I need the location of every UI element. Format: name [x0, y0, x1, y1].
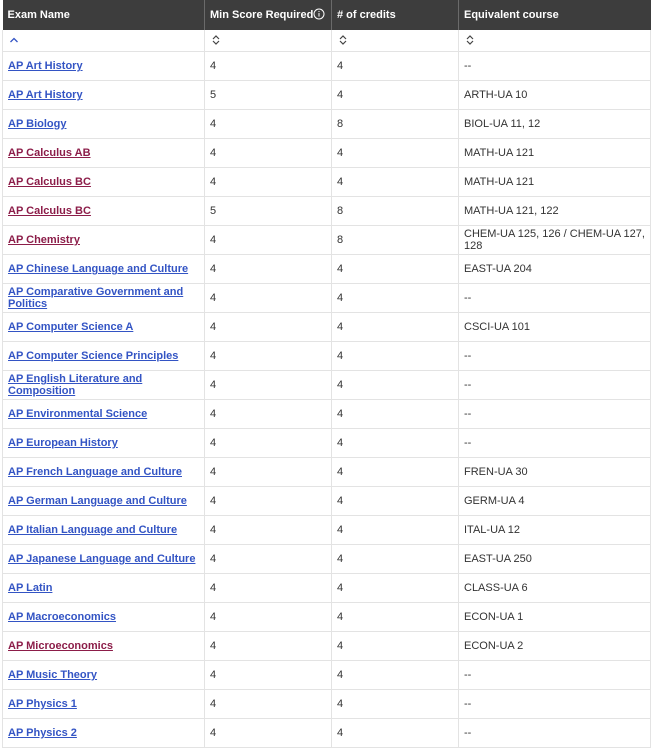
column-header-exam-name[interactable] — [3, 0, 205, 30]
table-row — [3, 255, 651, 284]
sort-cell-exam-name — [3, 30, 205, 52]
cell-exam-name — [3, 313, 205, 342]
exam-link[interactable]: AP Japanese Language and Culture — [8, 553, 196, 565]
table-row — [3, 545, 651, 574]
cell-exam-name — [3, 371, 205, 400]
cell-credits: 8 — [332, 226, 459, 255]
exam-link[interactable]: AP German Language and Culture — [8, 495, 187, 507]
cell-min-score: 4 — [205, 574, 332, 603]
table-row — [3, 487, 651, 516]
cell-credits: 4 — [332, 719, 459, 748]
cell-equivalent-course: MATH-UA 121 — [459, 168, 651, 197]
cell-min-score: 4 — [205, 168, 332, 197]
exam-link[interactable]: AP Calculus BC — [8, 205, 91, 217]
table-row — [3, 603, 651, 632]
exam-link[interactable]: AP Chinese Language and Culture — [8, 263, 189, 275]
cell-equivalent-course: -- — [459, 661, 651, 690]
cell-equivalent-course: EAST-UA 204 — [459, 255, 651, 284]
cell-exam-name — [3, 284, 205, 313]
cell-equivalent-course: -- — [459, 690, 651, 719]
table-row — [3, 690, 651, 719]
cell-equivalent-course: GERM-UA 4 — [459, 487, 651, 516]
cell-min-score: 4 — [205, 139, 332, 168]
exam-link[interactable]: AP Physics 1 — [8, 698, 77, 710]
exam-link[interactable]: AP Chemistry — [8, 234, 80, 246]
cell-equivalent-course: CLASS-UA 6 — [459, 574, 651, 603]
exam-link[interactable]: AP Macroeconomics — [8, 611, 117, 623]
exam-link[interactable]: AP European History — [8, 437, 118, 449]
info-icon[interactable] — [313, 8, 325, 20]
cell-credits: 4 — [332, 168, 459, 197]
cell-credits: 4 — [332, 139, 459, 168]
cell-exam-name — [3, 719, 205, 748]
exam-link[interactable]: AP Art History — [8, 60, 83, 72]
exam-link[interactable]: AP Calculus BC — [8, 176, 91, 188]
sort-controls-row — [3, 30, 651, 52]
cell-min-score: 4 — [205, 371, 332, 400]
table-row — [3, 52, 651, 81]
cell-min-score: 4 — [205, 400, 332, 429]
cell-min-score: 4 — [205, 458, 332, 487]
cell-min-score: 4 — [205, 284, 332, 313]
table-row — [3, 139, 651, 168]
exam-link[interactable]: AP French Language and Culture — [8, 466, 182, 478]
exam-link[interactable]: AP Music Theory — [8, 669, 98, 681]
cell-min-score: 4 — [205, 110, 332, 139]
cell-exam-name — [3, 632, 205, 661]
cell-equivalent-course: -- — [459, 400, 651, 429]
cell-min-score: 4 — [205, 429, 332, 458]
cell-equivalent-course: FREN-UA 30 — [459, 458, 651, 487]
cell-equivalent-course: ARTH-UA 10 — [459, 81, 651, 110]
sort-icon[interactable] — [210, 34, 222, 46]
ap-credit-table — [2, 0, 651, 748]
cell-min-score: 4 — [205, 661, 332, 690]
exam-link[interactable]: AP Microeconomics — [8, 640, 113, 652]
column-header-label: Exam Name — [7, 9, 70, 21]
column-header-credits[interactable] — [332, 0, 459, 30]
exam-link[interactable]: AP Art History — [8, 89, 83, 101]
cell-min-score: 4 — [205, 255, 332, 284]
cell-exam-name — [3, 545, 205, 574]
column-header-label: Min Score Required — [210, 9, 314, 21]
cell-credits: 4 — [332, 545, 459, 574]
cell-exam-name — [3, 197, 205, 226]
cell-credits: 4 — [332, 52, 459, 81]
table-row — [3, 110, 651, 139]
cell-equivalent-course: -- — [459, 429, 651, 458]
cell-exam-name — [3, 110, 205, 139]
column-header-min-score[interactable] — [205, 0, 332, 30]
sort-cell-equivalent-course — [459, 30, 651, 52]
cell-equivalent-course: BIOL-UA 11, 12 — [459, 110, 651, 139]
cell-credits: 4 — [332, 661, 459, 690]
table-row — [3, 429, 651, 458]
cell-min-score: 5 — [205, 197, 332, 226]
table-row — [3, 516, 651, 545]
cell-min-score: 4 — [205, 342, 332, 371]
column-header-equivalent-course[interactable] — [459, 0, 651, 30]
cell-min-score: 4 — [205, 719, 332, 748]
table-row — [3, 719, 651, 748]
column-header-label: # of credits — [337, 9, 396, 21]
cell-exam-name — [3, 168, 205, 197]
cell-min-score: 4 — [205, 603, 332, 632]
cell-exam-name — [3, 574, 205, 603]
table-row — [3, 400, 651, 429]
table-header-row — [3, 0, 651, 30]
cell-credits: 8 — [332, 110, 459, 139]
table-row — [3, 81, 651, 110]
cell-equivalent-course: ECON-UA 2 — [459, 632, 651, 661]
sort-icon[interactable] — [337, 34, 349, 46]
cell-min-score: 5 — [205, 81, 332, 110]
cell-exam-name — [3, 255, 205, 284]
cell-credits: 4 — [332, 429, 459, 458]
cell-min-score: 4 — [205, 690, 332, 719]
cell-credits: 4 — [332, 458, 459, 487]
cell-min-score: 4 — [205, 226, 332, 255]
cell-equivalent-course: -- — [459, 371, 651, 400]
cell-equivalent-course: EAST-UA 250 — [459, 545, 651, 574]
table-row — [3, 313, 651, 342]
exam-link[interactable]: AP Comparative Government and Politics — [8, 286, 184, 310]
table-row — [3, 226, 651, 255]
table-row — [3, 371, 651, 400]
cell-exam-name — [3, 603, 205, 632]
chevron-up-icon[interactable] — [8, 34, 20, 46]
cell-min-score: 4 — [205, 487, 332, 516]
cell-exam-name — [3, 226, 205, 255]
table-row — [3, 661, 651, 690]
cell-equivalent-course: -- — [459, 284, 651, 313]
table-row — [3, 458, 651, 487]
table-row — [3, 342, 651, 371]
cell-equivalent-course: -- — [459, 52, 651, 81]
sort-cell-credits — [332, 30, 459, 52]
table-row — [3, 574, 651, 603]
cell-credits: 4 — [332, 516, 459, 545]
cell-credits: 4 — [332, 603, 459, 632]
cell-credits: 4 — [332, 400, 459, 429]
exam-link[interactable]: AP Computer Science A — [8, 321, 134, 333]
cell-credits: 4 — [332, 371, 459, 400]
cell-min-score: 4 — [205, 632, 332, 661]
cell-exam-name — [3, 52, 205, 81]
table-body — [3, 52, 651, 748]
cell-exam-name — [3, 139, 205, 168]
cell-equivalent-course: CHEM-UA 125, 126 / CHEM-UA 127, 128 — [459, 226, 651, 255]
exam-link[interactable]: AP Calculus AB — [8, 147, 91, 159]
cell-exam-name — [3, 516, 205, 545]
table-row — [3, 632, 651, 661]
cell-exam-name — [3, 400, 205, 429]
cell-exam-name — [3, 661, 205, 690]
exam-link[interactable]: AP Physics 2 — [8, 727, 77, 739]
table-row — [3, 197, 651, 226]
cell-min-score: 4 — [205, 516, 332, 545]
cell-equivalent-course: ITAL-UA 12 — [459, 516, 651, 545]
cell-credits: 4 — [332, 574, 459, 603]
cell-min-score: 4 — [205, 545, 332, 574]
exam-link[interactable]: AP English Literature and Composition — [8, 373, 143, 397]
exam-link[interactable]: AP Computer Science Principles — [8, 350, 179, 362]
cell-exam-name — [3, 342, 205, 371]
column-header-label: Equivalent course — [464, 9, 559, 21]
cell-credits: 4 — [332, 690, 459, 719]
cell-equivalent-course: ECON-UA 1 — [459, 603, 651, 632]
cell-exam-name — [3, 458, 205, 487]
exam-link[interactable]: AP Environmental Science — [8, 408, 148, 420]
cell-credits: 4 — [332, 487, 459, 516]
cell-min-score: 4 — [205, 313, 332, 342]
table-row — [3, 168, 651, 197]
exam-link[interactable]: AP Italian Language and Culture — [8, 524, 178, 536]
cell-credits: 4 — [332, 284, 459, 313]
cell-credits: 4 — [332, 342, 459, 371]
exam-link[interactable]: AP Biology — [8, 118, 67, 130]
cell-equivalent-course: -- — [459, 342, 651, 371]
cell-min-score: 4 — [205, 52, 332, 81]
cell-equivalent-course: MATH-UA 121 — [459, 139, 651, 168]
table-row — [3, 284, 651, 313]
cell-credits: 8 — [332, 197, 459, 226]
cell-credits: 4 — [332, 632, 459, 661]
cell-equivalent-course: -- — [459, 719, 651, 748]
cell-exam-name — [3, 429, 205, 458]
cell-exam-name — [3, 690, 205, 719]
cell-credits: 4 — [332, 255, 459, 284]
cell-credits: 4 — [332, 81, 459, 110]
cell-equivalent-course: MATH-UA 121, 122 — [459, 197, 651, 226]
sort-cell-min-score — [205, 30, 332, 52]
cell-exam-name — [3, 487, 205, 516]
cell-exam-name — [3, 81, 205, 110]
cell-credits: 4 — [332, 313, 459, 342]
sort-icon[interactable] — [464, 34, 476, 46]
exam-link[interactable]: AP Latin — [8, 582, 53, 594]
cell-equivalent-course: CSCI-UA 101 — [459, 313, 651, 342]
